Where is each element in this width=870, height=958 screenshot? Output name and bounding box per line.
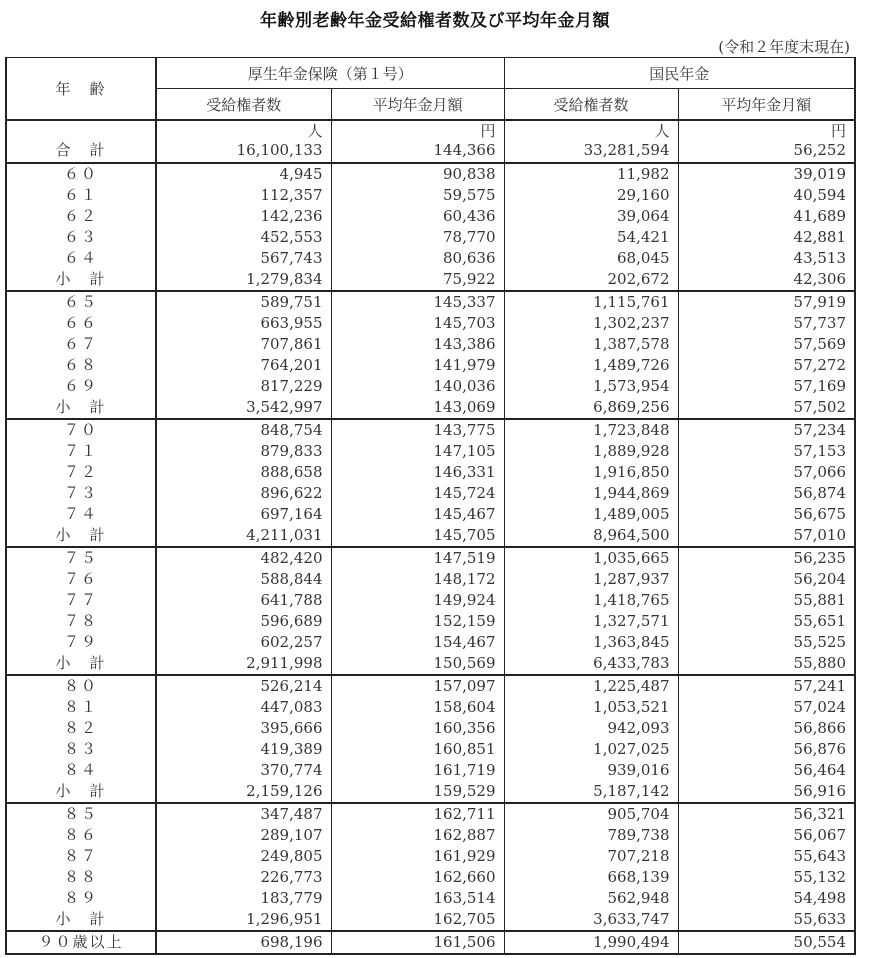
- over-90-row: [6, 931, 855, 954]
- table-row: [6, 206, 855, 227]
- age-label: ８９: [6, 888, 156, 909]
- cell-value: 602,257: [156, 632, 331, 653]
- cell-value: 1,889,928: [504, 441, 678, 462]
- cell-value: 60,436: [331, 206, 504, 227]
- cell-value: 6,869,256: [504, 397, 678, 419]
- cell-value: 143,069: [331, 397, 504, 419]
- cell-value: 145,705: [331, 525, 504, 547]
- age-header: 年 齢: [6, 58, 156, 121]
- table-row: [6, 313, 855, 334]
- pension-table: [5, 57, 856, 955]
- cell-value: 56,916: [678, 781, 855, 803]
- age-label: 小 計: [6, 909, 156, 931]
- age-label: ６８: [6, 355, 156, 376]
- age-label: ７２: [6, 462, 156, 483]
- cell-value: 879,833: [156, 441, 331, 462]
- cell-value: 848,754: [156, 419, 331, 441]
- table-row: [6, 569, 855, 590]
- cell-value: 57,272: [678, 355, 855, 376]
- cell-value: 1,053,521: [504, 697, 678, 718]
- cell-value: 145,703: [331, 313, 504, 334]
- cell-value: 39,019: [678, 163, 855, 185]
- cell-value: 589,751: [156, 291, 331, 313]
- cell-value: 143,386: [331, 334, 504, 355]
- cell-value: 1,916,850: [504, 462, 678, 483]
- col-kokumin-average: 平均年金月額: [678, 89, 855, 121]
- table-row: [6, 718, 855, 739]
- cell-value: 447,083: [156, 697, 331, 718]
- kosei-nenkin-header: 厚生年金保険（第１号）: [156, 58, 504, 89]
- cell-value: 55,525: [678, 632, 855, 653]
- cell-value: 249,805: [156, 846, 331, 867]
- table-row: [6, 334, 855, 355]
- cell-value: 55,881: [678, 590, 855, 611]
- cell-value: 1,287,937: [504, 569, 678, 590]
- cell-value: 55,643: [678, 846, 855, 867]
- cell-value: 183,779: [156, 888, 331, 909]
- cell-value: 55,880: [678, 653, 855, 675]
- cell-value: 1,296,951: [156, 909, 331, 931]
- table-row: [6, 632, 855, 653]
- cell-value: 59,575: [331, 185, 504, 206]
- age-label: ６１: [6, 185, 156, 206]
- cell-value: 90,838: [331, 163, 504, 185]
- cell-value: 395,666: [156, 718, 331, 739]
- cell-value: 289,107: [156, 825, 331, 846]
- age-label: ８８: [6, 867, 156, 888]
- age-label: ６２: [6, 206, 156, 227]
- cell-value: 57,241: [678, 675, 855, 697]
- cell-value: 707,861: [156, 334, 331, 355]
- cell-value: 145,337: [331, 291, 504, 313]
- cell-value: 6,433,783: [504, 653, 678, 675]
- table-row: [6, 355, 855, 376]
- cell-value: 54,498: [678, 888, 855, 909]
- subtotal-row: [6, 269, 855, 291]
- cell-value: 41,689: [678, 206, 855, 227]
- subtotal-row: [6, 909, 855, 931]
- cell-value: 141,979: [331, 355, 504, 376]
- cell-value: 33,281,594: [504, 141, 678, 163]
- unit-label: 人: [156, 120, 331, 141]
- cell-value: 526,214: [156, 675, 331, 697]
- col-kosei-recipients: 受給権者数: [156, 89, 331, 121]
- cell-value: 148,172: [331, 569, 504, 590]
- cell-value: 56,464: [678, 760, 855, 781]
- age-label: ７４: [6, 504, 156, 525]
- cell-value: 56,866: [678, 718, 855, 739]
- cell-value: 54,421: [504, 227, 678, 248]
- cell-value: 57,024: [678, 697, 855, 718]
- cell-value: 147,105: [331, 441, 504, 462]
- cell-value: 40,594: [678, 185, 855, 206]
- cell-value: 161,719: [331, 760, 504, 781]
- cell-value: 697,164: [156, 504, 331, 525]
- cell-value: 4,211,031: [156, 525, 331, 547]
- subtotal-row: [6, 397, 855, 419]
- age-label: ８３: [6, 739, 156, 760]
- age-label: ７９: [6, 632, 156, 653]
- cell-value: 158,604: [331, 697, 504, 718]
- cell-value: 1,035,665: [504, 547, 678, 569]
- cell-value: 42,306: [678, 269, 855, 291]
- cell-value: 57,737: [678, 313, 855, 334]
- cell-value: 57,919: [678, 291, 855, 313]
- cell-value: 56,067: [678, 825, 855, 846]
- age-label: ７０: [6, 419, 156, 441]
- age-label: ８５: [6, 803, 156, 825]
- cell-value: 8,964,500: [504, 525, 678, 547]
- cell-value: 56,675: [678, 504, 855, 525]
- cell-value: 152,159: [331, 611, 504, 632]
- cell-value: 419,389: [156, 739, 331, 760]
- cell-value: 347,487: [156, 803, 331, 825]
- cell-value: 3,633,747: [504, 909, 678, 931]
- table-row: [6, 739, 855, 760]
- age-label: ７７: [6, 590, 156, 611]
- table-row: [6, 419, 855, 441]
- cell-value: 202,672: [504, 269, 678, 291]
- cell-value: 145,724: [331, 483, 504, 504]
- table-row: [6, 825, 855, 846]
- table-row: [6, 376, 855, 397]
- cell-value: 1,115,761: [504, 291, 678, 313]
- cell-value: 55,651: [678, 611, 855, 632]
- cell-value: 452,553: [156, 227, 331, 248]
- cell-value: 1,327,571: [504, 611, 678, 632]
- cell-value: 144,366: [331, 141, 504, 163]
- age-label: 小 計: [6, 269, 156, 291]
- cell-value: 143,775: [331, 419, 504, 441]
- unit-label: 円: [678, 120, 855, 141]
- cell-value: 78,770: [331, 227, 504, 248]
- cell-value: 50,554: [678, 931, 855, 954]
- age-label: ６５: [6, 291, 156, 313]
- age-label: ８６: [6, 825, 156, 846]
- table-row: [6, 504, 855, 525]
- subtotal-row: [6, 525, 855, 547]
- cell-value: 161,929: [331, 846, 504, 867]
- cell-value: 939,016: [504, 760, 678, 781]
- cell-value: 1,387,578: [504, 334, 678, 355]
- cell-value: 56,876: [678, 739, 855, 760]
- table-row: [6, 441, 855, 462]
- cell-value: 142,236: [156, 206, 331, 227]
- cell-value: 57,153: [678, 441, 855, 462]
- cell-value: 1,225,487: [504, 675, 678, 697]
- table-row: [6, 185, 855, 206]
- cell-value: 29,160: [504, 185, 678, 206]
- age-label: ７８: [6, 611, 156, 632]
- cell-value: 707,218: [504, 846, 678, 867]
- cell-value: 149,924: [331, 590, 504, 611]
- age-label: 合 計: [6, 141, 156, 163]
- cell-value: 162,705: [331, 909, 504, 931]
- cell-value: 370,774: [156, 760, 331, 781]
- age-label: 小 計: [6, 653, 156, 675]
- cell-value: 42,881: [678, 227, 855, 248]
- table-row: [6, 867, 855, 888]
- cell-value: 57,169: [678, 376, 855, 397]
- cell-value: 57,234: [678, 419, 855, 441]
- cell-value: 668,139: [504, 867, 678, 888]
- cell-value: 80,636: [331, 248, 504, 269]
- cell-value: 942,093: [504, 718, 678, 739]
- cell-value: 157,097: [331, 675, 504, 697]
- table-row: [6, 611, 855, 632]
- cell-value: 2,911,998: [156, 653, 331, 675]
- cell-value: 1,279,834: [156, 269, 331, 291]
- cell-value: 56,235: [678, 547, 855, 569]
- cell-value: 1,723,848: [504, 419, 678, 441]
- age-label: ７５: [6, 547, 156, 569]
- cell-value: 764,201: [156, 355, 331, 376]
- cell-value: 3,542,997: [156, 397, 331, 419]
- cell-value: 562,948: [504, 888, 678, 909]
- cell-value: 68,045: [504, 248, 678, 269]
- age-label: ６０: [6, 163, 156, 185]
- table-row: [6, 760, 855, 781]
- cell-value: 146,331: [331, 462, 504, 483]
- cell-value: 162,711: [331, 803, 504, 825]
- subtotal-row: [6, 653, 855, 675]
- cell-value: 1,363,845: [504, 632, 678, 653]
- table-row: [6, 163, 855, 185]
- cell-value: 162,887: [331, 825, 504, 846]
- table-row: [6, 227, 855, 248]
- cell-value: 905,704: [504, 803, 678, 825]
- table-row: [6, 697, 855, 718]
- cell-value: 56,252: [678, 141, 855, 163]
- cell-value: 145,467: [331, 504, 504, 525]
- cell-value: 147,519: [331, 547, 504, 569]
- cell-value: 57,066: [678, 462, 855, 483]
- table-row: [6, 248, 855, 269]
- table-row: [6, 675, 855, 697]
- cell-value: 16,100,133: [156, 141, 331, 163]
- cell-value: 163,514: [331, 888, 504, 909]
- table-row: [6, 888, 855, 909]
- subtotal-row: [6, 781, 855, 803]
- cell-value: 226,773: [156, 867, 331, 888]
- cell-value: 56,204: [678, 569, 855, 590]
- cell-value: 663,955: [156, 313, 331, 334]
- age-label: ８０: [6, 675, 156, 697]
- cell-value: 161,506: [331, 931, 504, 954]
- age-label: 小 計: [6, 781, 156, 803]
- unit-label: 人: [504, 120, 678, 141]
- as-of-date: (令和２年度末現在): [718, 38, 850, 56]
- cell-value: 789,738: [504, 825, 678, 846]
- age-label: ８１: [6, 697, 156, 718]
- cell-value: 1,302,237: [504, 313, 678, 334]
- cell-value: 159,529: [331, 781, 504, 803]
- cell-value: 5,187,142: [504, 781, 678, 803]
- cell-value: 1,418,765: [504, 590, 678, 611]
- cell-value: 1,489,005: [504, 504, 678, 525]
- cell-value: 1,027,025: [504, 739, 678, 760]
- age-label: ６７: [6, 334, 156, 355]
- col-kosei-average: 平均年金月額: [331, 89, 504, 121]
- cell-value: 896,622: [156, 483, 331, 504]
- table-row: [6, 462, 855, 483]
- age-label: ７１: [6, 441, 156, 462]
- age-label: ７３: [6, 483, 156, 504]
- age-label: ８２: [6, 718, 156, 739]
- total-row: [6, 141, 855, 163]
- table-row: [6, 291, 855, 313]
- cell-value: 140,036: [331, 376, 504, 397]
- cell-value: 55,633: [678, 909, 855, 931]
- table-row: [6, 590, 855, 611]
- table-row: [6, 803, 855, 825]
- age-label: ７６: [6, 569, 156, 590]
- cell-value: 112,357: [156, 185, 331, 206]
- unit-row: [6, 120, 855, 141]
- unit-label: 円: [331, 120, 504, 141]
- age-label: ９０歳以上: [6, 931, 156, 954]
- cell-value: 1,944,869: [504, 483, 678, 504]
- age-label: ６３: [6, 227, 156, 248]
- table-row: [6, 846, 855, 867]
- cell-value: 567,743: [156, 248, 331, 269]
- cell-value: 11,982: [504, 163, 678, 185]
- cell-value: 160,851: [331, 739, 504, 760]
- cell-value: 888,658: [156, 462, 331, 483]
- cell-value: 1,489,726: [504, 355, 678, 376]
- cell-value: 2,159,126: [156, 781, 331, 803]
- age-label: 小 計: [6, 397, 156, 419]
- cell-value: 162,660: [331, 867, 504, 888]
- cell-value: 482,420: [156, 547, 331, 569]
- cell-value: 588,844: [156, 569, 331, 590]
- cell-value: 150,569: [331, 653, 504, 675]
- col-kokumin-recipients: 受給権者数: [504, 89, 678, 121]
- cell-value: 57,569: [678, 334, 855, 355]
- kokumin-nenkin-header: 国民年金: [504, 58, 855, 89]
- cell-value: 596,689: [156, 611, 331, 632]
- cell-value: 56,321: [678, 803, 855, 825]
- cell-value: 1,990,494: [504, 931, 678, 954]
- age-label: ８４: [6, 760, 156, 781]
- cell-value: 56,874: [678, 483, 855, 504]
- table-row: [6, 483, 855, 504]
- age-label: 小 計: [6, 525, 156, 547]
- cell-value: 160,356: [331, 718, 504, 739]
- cell-value: 4,945: [156, 163, 331, 185]
- age-label: ６９: [6, 376, 156, 397]
- cell-value: 1,573,954: [504, 376, 678, 397]
- age-label: ８７: [6, 846, 156, 867]
- cell-value: 57,502: [678, 397, 855, 419]
- cell-value: 43,513: [678, 248, 855, 269]
- age-label: ６４: [6, 248, 156, 269]
- cell-value: 641,788: [156, 590, 331, 611]
- age-label: ６６: [6, 313, 156, 334]
- cell-value: 75,922: [331, 269, 504, 291]
- cell-value: 817,229: [156, 376, 331, 397]
- cell-value: 39,064: [504, 206, 678, 227]
- cell-value: 57,010: [678, 525, 855, 547]
- cell-value: 154,467: [331, 632, 504, 653]
- table-row: [6, 547, 855, 569]
- cell-value: 698,196: [156, 931, 331, 954]
- cell-value: 55,132: [678, 867, 855, 888]
- page-title: 年齢別老齢年金受給権者数及び平均年金月額: [260, 11, 610, 31]
